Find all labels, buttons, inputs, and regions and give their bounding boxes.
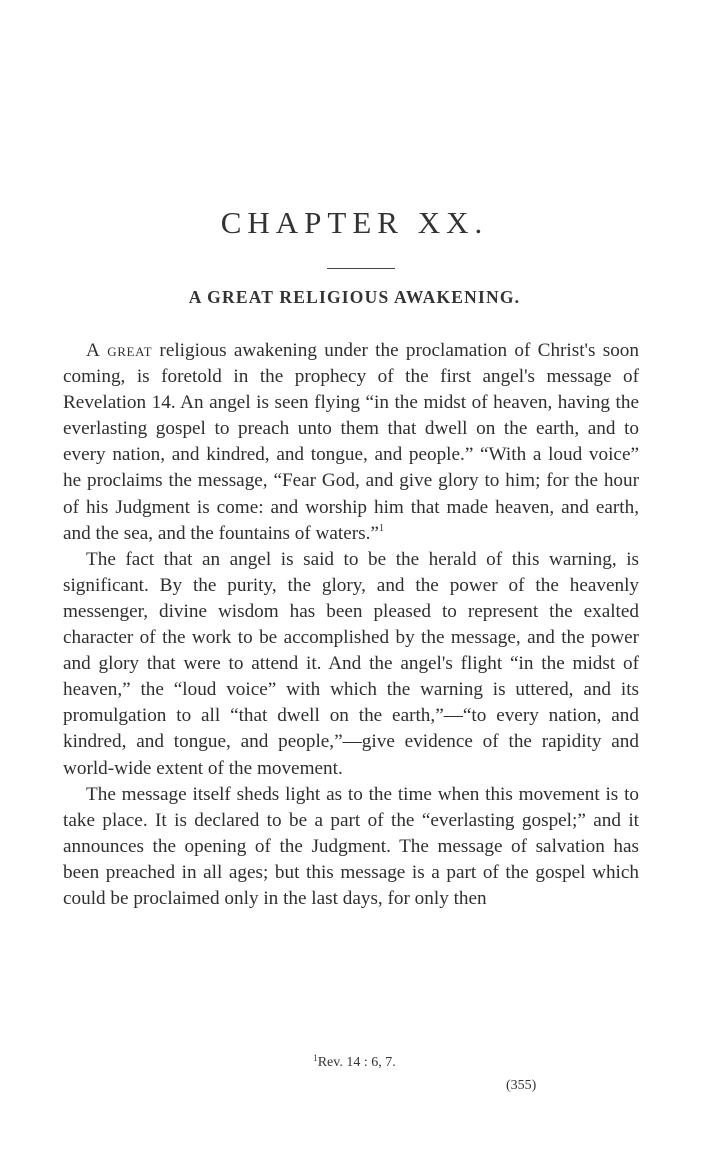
paragraph: The fact that an angel is said to be the herald of this warning, is significant. By the purity, the glory, and the power of the heavenly messenger, divine wisdom has been pleased to represent the exalted character of the work to be accomplished by the message, and the power and glory that were to attend it. And the angel's flight “in the midst of heaven,” the “loud voice” with which the warning is uttered, and its promulgation to all “that dwell on the earth,”—“to every nation, and kindred, and tongue, and people,”—give evidence of the rapidity and world-wide extent of the movement. [63,548,639,779]
chapter-body [63,338,639,912]
page-number: (355) [506,1078,537,1093]
footnote-reference: 1 [378,522,384,534]
paragraph-text: religious awakening under the proclamation of Christ's soon coming, is foretold in the prophecy of the first angel's message of Revelation 14. An angel is seen flying “in the midst of heaven, having the everlasting gospel to preach unto them that dwell on the earth, and to every nation, and kindred, and tongue, and people.” “With a loud voice” he proclaims the message, “Fear God, and give glory to him; for the hour of his Judgment is come: and worship him that made heaven, and earth, and the sea, and the fountains of waters.” [63,340,639,544]
title-divider [327,268,395,269]
paragraph: The message itself sheds light as to the time when this movement is to take place. It is declared to be a part of the “everlasting gospel;” and it announces the opening of the Judgment. The message of salvation has been preached in all ages; but this message is a part of the gospel which could be proclaimed only in the last days, for only then [63,783,639,909]
footnote-text: Rev. 14 : 6, 7. [317,1055,396,1070]
paragraph [63,338,639,547]
chapter-subtitle: A GREAT RELIGIOUS AWAKENING. [188,287,521,307]
footnote [0,1055,709,1071]
footnote-marker: 1 [313,1053,318,1063]
paragraph-lead: A great [86,340,153,361]
chapter-title: CHAPTER XX. [220,205,489,240]
